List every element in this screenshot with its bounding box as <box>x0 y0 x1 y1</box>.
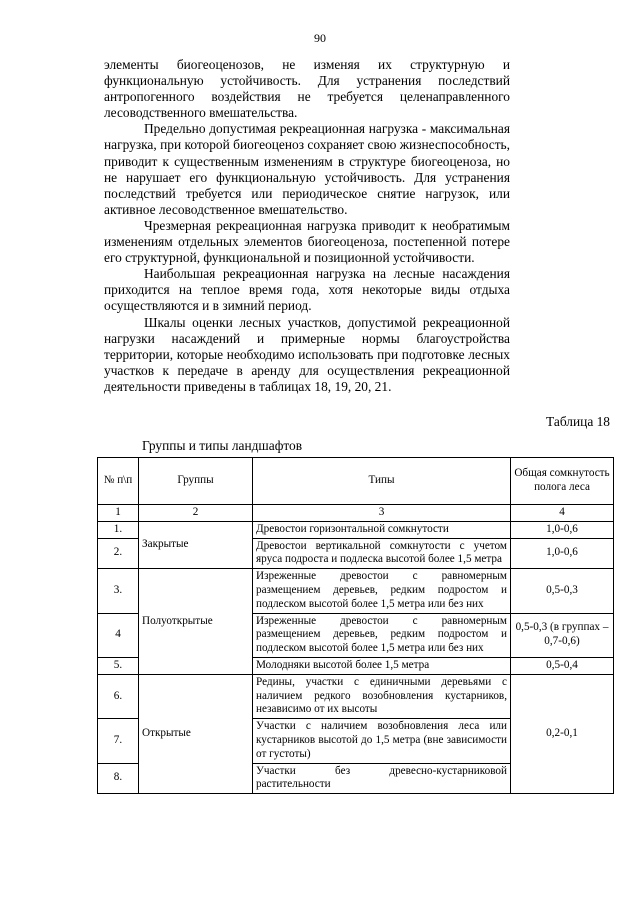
body-text <box>104 57 510 395</box>
group-cell: Полуоткрытые <box>139 569 253 675</box>
closure-cell: 0,5-0,3 <box>511 569 614 613</box>
row-number: 4 <box>98 613 139 657</box>
table-header-row <box>98 458 614 505</box>
closure-cell: 1,0-0,6 <box>511 538 614 569</box>
paragraph: Наибольшая рекреационная нагрузка на лесные насаждения приходится на теплое время года, хотя некоторые виды отдыха осуществляются и в зимний период. <box>104 266 510 314</box>
table-row <box>98 521 614 538</box>
header-groups: Группы <box>139 458 253 505</box>
type-cell: Изреженные древостои с равномерным размещением деревьев, редким подростом и подлеском высотой более 1,5 метра или без них <box>253 613 511 657</box>
row-number: 5. <box>98 657 139 674</box>
paragraph: Шкалы оценки лесных участков, допустимой рекреационной нагрузки насаждений и примерные нормы благоустройства территории, которые необходимо использовать при подготовке лесных участков к передаче в аренду для осуществления рекреационной деятельности приведены в таблицах 18, 19, 20, 21. <box>104 314 510 394</box>
row-number: 8. <box>98 763 139 794</box>
type-cell: Изреженные древостои с равномерным размещением деревьев, редким подростом и подлеском высотой более 1,5 метра или без них <box>253 569 511 613</box>
column-number: 2 <box>139 505 253 522</box>
row-number: 6. <box>98 674 139 718</box>
closure-cell: 0,5-0,4 <box>511 657 614 674</box>
row-number: 3. <box>98 569 139 613</box>
paragraph: Чрезмерная рекреационная нагрузка приводит к необратимым изменениям отдельных элементов биогеоценоза, постепенной потере его структурной, функциональной и позиционной устойчивости. <box>104 217 510 266</box>
column-number: 3 <box>253 505 511 522</box>
paragraph: Предельно допустимая рекреационная нагрузка - максимальная нагрузка, при которой биогеоценоз сохраняет свою жизнеспособность, приводит к существенным изменениям в структуре биогеоценоза, но не нарушает его функциональную устойчивость. Для устранения последствий требуется или периодическое снятие нагрузок, или активное лесоводственное вмешательство. <box>104 121 510 217</box>
closure-cell: 0,5-0,3 (в группах – 0,7-0,6) <box>511 613 614 657</box>
column-number-row <box>98 505 614 522</box>
type-cell: Участки без древесно-кустарниковой растительности <box>253 763 511 794</box>
table-label: Таблица 18 <box>546 414 610 429</box>
table-caption: Группы и типы ландшафтов <box>142 438 303 453</box>
closure-cell: 1,0-0,6 <box>511 521 614 538</box>
closure-cell: 0,2-0,1 <box>511 674 614 793</box>
type-cell: Участки с наличием возобновления леса или кустарников высотой до 1,5 метра (вне зависимости от густоты) <box>253 719 511 763</box>
type-cell: Редины, участки с единичными деревьями с наличием редкого возобновления кустарников, независимо от их высоты <box>253 674 511 718</box>
column-number: 1 <box>98 505 139 522</box>
type-cell: Молодняки высотой более 1,5 метра <box>253 657 511 674</box>
row-number: 7. <box>98 719 139 763</box>
group-cell: Закрытые <box>139 521 253 568</box>
paragraph: элементы биогеоценозов, не изменяя их структурную и функциональную устойчивость. Для устранения последствий антропогенного воздействия не требуется целенаправленного лесоводственного вмешательства. <box>104 57 510 121</box>
landscape-table <box>97 457 614 794</box>
type-cell: Древостои горизонтальной сомкнутости <box>253 521 511 538</box>
header-types: Типы <box>253 458 511 505</box>
table-row <box>98 674 614 718</box>
header-number: № п\п <box>98 458 139 505</box>
column-number: 4 <box>511 505 614 522</box>
group-cell: Открытые <box>139 674 253 793</box>
type-cell: Древостои вертикальной сомкнутости с учетом яруса подроста и подлеска высотой более 1,5 метра <box>253 538 511 569</box>
row-number: 1. <box>98 521 139 538</box>
row-number: 2. <box>98 538 139 569</box>
table-row <box>98 569 614 613</box>
page-number: 90 <box>314 31 326 45</box>
header-closure: Общая сомкнутость полога леса <box>511 458 614 505</box>
